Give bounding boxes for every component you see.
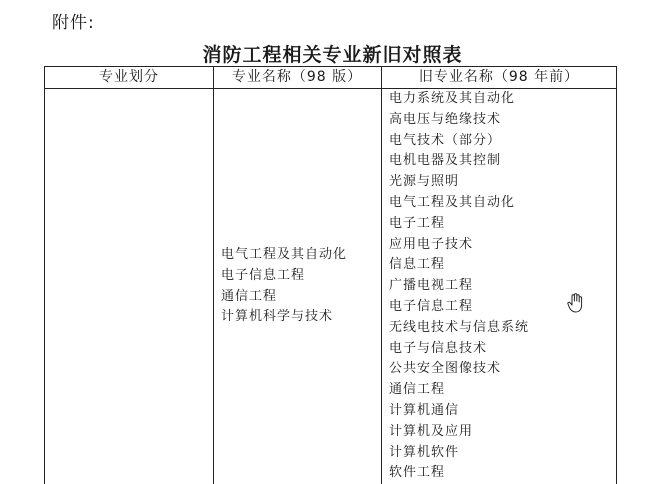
new-major-item: 通信工程 — [221, 288, 278, 304]
document-title: 消防工程相关专业新旧对照表 — [202, 44, 463, 66]
old-major-item: 电子信息工程 — [389, 298, 474, 314]
old-major-item: 电子与信息技术 — [389, 340, 488, 356]
old-major-item: 计算机软件 — [389, 444, 460, 460]
header-new-major: 专业名称（98 版） — [231, 69, 363, 85]
new-majors-cell — [221, 245, 347, 328]
old-major-item: 公共安全图像技术 — [389, 361, 502, 377]
old-major-item: 广播电视工程 — [389, 278, 474, 294]
old-major-item: 电气技术（部分） — [389, 132, 502, 148]
column-divider — [213, 67, 214, 484]
old-major-item: 无线电技术与信息系统 — [389, 319, 530, 335]
old-majors-cell — [389, 89, 529, 484]
header-old-major: 旧专业名称（98 年前） — [418, 69, 580, 85]
old-major-item: 软件工程 — [389, 465, 446, 481]
new-major-item: 电气工程及其自动化 — [221, 247, 348, 262]
old-major-item: 计算机及应用 — [389, 423, 474, 439]
column-divider — [381, 67, 382, 484]
old-major-item: 电力系统及其自动化 — [389, 91, 516, 106]
old-major-item: 高电压与绝缘技术 — [389, 111, 502, 127]
header-divider — [45, 88, 616, 89]
new-major-item: 电子信息工程 — [221, 267, 306, 283]
old-major-item: 信息工程 — [389, 257, 446, 273]
old-major-item: 电机电器及其控制 — [389, 153, 502, 169]
new-major-item: 计算机科学与技术 — [221, 309, 334, 325]
header-category: 专业划分 — [99, 69, 159, 85]
old-major-item: 电子工程 — [389, 215, 446, 231]
old-major-item: 应用电子技术 — [389, 236, 474, 252]
hand-pointer-icon — [566, 293, 584, 313]
attachment-label: 附件: — [52, 13, 95, 33]
majors-comparison-table — [44, 66, 617, 484]
old-major-item: 计算机通信 — [389, 402, 460, 418]
old-major-item: 通信工程 — [389, 382, 446, 398]
old-major-item: 光源与照明 — [389, 174, 460, 190]
old-major-item: 电气工程及其自动化 — [389, 194, 516, 210]
